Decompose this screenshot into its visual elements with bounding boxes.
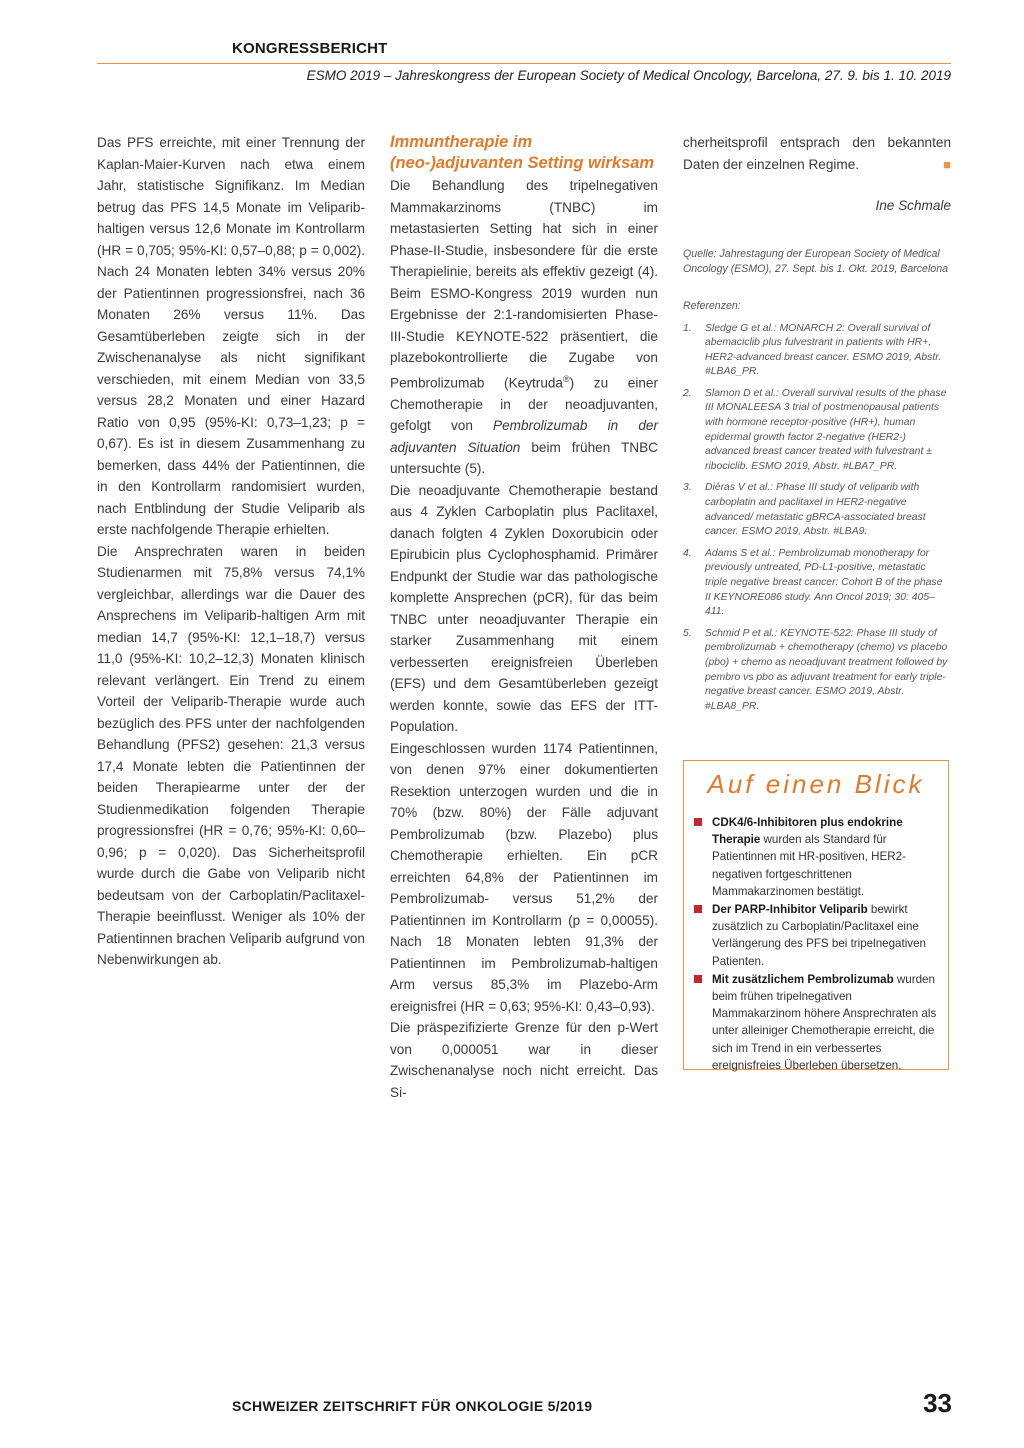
body-paragraph: Eingeschlossen wurden 1174 Patientinnen, von denen 97% einer dokumentierten Resektion unterzogen wurden und die in 70% (bzw. 80%) der Fälle adjuvant Pembrolizumab (bzw. Plazebo) plus Chemotherapie erhielten. Ein pCR erreichten 64,8% der Patientinnen im Pembrolizumab- versus 51,2% der Patientinnen im Kontrollarm (p = 0,00055). Nach 18 Monaten lebten 91,3% der Patientinnen im Pembrolizumab-haltigen Arm versus 85,3% im Plazebo-Arm ereignisfrei (HR = 0,63; 95%-KI: 0,43–0,93). bbox=[390, 740, 658, 1014]
summary-item: Mit zusätzlichem Pembrolizumab wurden beim frühen tripelnegativen Mammakarzinom höhere Ansprechraten als unter alleiniger Chemotherapie erreicht, die sich im Trend in ein verbessertes ereignisfreies Überleben übersetzen. bbox=[694, 971, 938, 1074]
references-list bbox=[683, 322, 951, 715]
summary-box bbox=[683, 760, 949, 1070]
body-paragraph: Das PFS erreichte, mit einer Trennung der Kaplan-Maier-Kurven nach etwa einem Jahr, statistische Signifikanz. Im Median betrug das PFS 14,5 Monate im Veliparib-haltigen versus 12,6 Monate im Kontrollarm (HR = 0,705; 95%-KI: 0,57–0,88; p = 0,002). Nach 24 Monaten lebten 34% versus 20% der Patientinnen progressionsfrei, nach 36 Monaten 26% versus 11%. Das Gesamtüberleben zeigte sich in der Zwischenanalyse als nicht signifikant verschieden, mit einem Median von 33,5 versus 28,2 Monaten und einer Hazard Ratio von 0,95 (95%-KI: 0,73–1,23; p = 0,67). Es ist in diesem Zusammenhang zu bemerken, dass 44% der Patientinnen, die in den Kontrollarm randomisiert wurden, nach Entblindung der Studie Veliparib als erste nachfolgende Therapie erhielten. bbox=[97, 135, 365, 537]
square-bullet-icon bbox=[694, 818, 702, 826]
body-paragraph: Die präspezifizierte Grenze für den p-Wert von 0,000051 war in dieser Zwischenanalyse noch nicht erreicht. Das Si- bbox=[390, 1020, 658, 1100]
summary-item: Der PARP-Inhibitor Veliparib bewirkt zusätzlich zu Carboplatin/Paclitaxel eine Verlängerung des PFS bei tripelnegativen Patienten. bbox=[694, 901, 938, 970]
footer-journal: SCHWEIZER ZEITSCHRIFT FÜR ONKOLOGIE 5/2019 bbox=[232, 1398, 593, 1414]
summary-list bbox=[694, 814, 938, 1074]
references-title: Referenzen: bbox=[683, 299, 741, 312]
column-1 bbox=[97, 132, 365, 971]
summary-box-title: Auf einen Blick bbox=[707, 769, 925, 799]
reference-item: 3. Diéras V et al.: Phase III study of veliparib with carboplatin and paclitaxel in HER2-negative advanced/ metastatic gBRCA-associated breast cancer. ESMO 2019, Abstr. #LBA9. bbox=[683, 482, 926, 538]
body-paragraph: cherheitsprofil entsprach den bekannten Daten der einzelnen Regime. ■ bbox=[683, 132, 951, 175]
column-2 bbox=[390, 132, 658, 1103]
reference-item: 1. Sledge G et al.: MONARCH 2: Overall survival of abemaciclib plus fulvestrant in patients with HR+, HER2-advanced breast cancer. ESMO 2019, Abstr. #LBA6_PR. bbox=[683, 322, 942, 378]
end-mark-icon: ■ bbox=[943, 156, 951, 172]
source-note: Quelle: Jahrestagung der European Society of Medical Oncology (ESMO), 27. Sept. bis 1. Okt. 2019, Barcelona bbox=[683, 247, 948, 275]
summary-item: CDK4/6-Inhibitoren plus endokrine Therapie wurden als Standard für Patientinnen mit HR-positiven, HER2-negativen fortgeschrittenen Mammakarzinomen bestätigt. bbox=[694, 814, 938, 900]
body-paragraph: Die neoadjuvante Chemotherapie bestand aus 4 Zyklen Carboplatin plus Paclitaxel, danach folgten 4 Zyklen Doxorubicin oder Epirubicin plus Cyclophosphamid. Primärer Endpunkt der Studie war das pathologische komplette Ansprechen (pCR), für das beim TNBC unter neoadjuvanter Therapie ein starker Zusammenhang mit einem verbesserten ereignisfreien Überleben (EFS) und dem Gesamtüberleben gezeigt werden konnte, sowie das EFS der ITT-Population. bbox=[390, 482, 658, 735]
square-bullet-icon bbox=[694, 905, 702, 913]
square-bullet-icon bbox=[694, 975, 702, 983]
reference-item: 4. Adams S et al.: Pembrolizumab monotherapy for previously untreated, PD-L1-positive, metastatic triple negative breast cancer: Cohort B of the phase II KEYNORE086 study. Ann Oncol 2019; 30: 405–411. bbox=[683, 547, 943, 618]
header-section-title: KONGRESSBERICHT bbox=[232, 40, 388, 57]
reference-item: 2. Slamon D et al.: Overall survival results of the phase III MONALEESA 3 trial of postmenopausal patients with hormone receptor-positive (HR+), human epidermal growth factor 2-negative (HER2-) advanced breast cancer treated with fulvestrant ± ribociclib. ESMO 2019, Abstr. #LBA7_PR. bbox=[683, 387, 947, 472]
reference-item: 5. Schmid P et al.: KEYNOTE-522: Phase III study of pembrolizumab + chemotherapy (chemo) vs placebo (pbo) + chemo as neoadjuvant treatment followed by pembro vs pbo as adjuvant treatment for early triple-negative breast cancer. ESMO 2019, Abstr. #LBA8_PR. bbox=[683, 627, 948, 712]
page-number: 33 bbox=[923, 1388, 952, 1418]
column-3 bbox=[683, 132, 951, 721]
header-subtitle: ESMO 2019 – Jahreskongress der European Society of Medical Oncology, Barcelona, 27. 9. bis 1. 10. 2019 bbox=[306, 68, 951, 83]
section-heading: Immuntherapie im (neo-)adjuvanten Setting wirksam bbox=[390, 133, 655, 172]
author-name: Ine Schmale bbox=[875, 198, 951, 213]
header-rule bbox=[97, 63, 951, 64]
body-paragraph: Die Ansprechraten waren in beiden Studienarmen mit 75,8% versus 74,1% vergleichbar, allerdings war die Dauer des Ansprechens im Veliparib-haltigen Arm mit median 14,7 (95%-KI: 12,1–18,7) versus 11,0 (95%-KI: 10,2–12,3) Monaten klinisch relevant verlängert. Ein Trend zu einem Vorteil der Veliparib-Therapie wurde auch bezüglich des PFS unter der nachfolgenden Behandlung (PFS2) gesehen: 21,3 versus 17,4 Monate lebten die Patientinnen der beiden Therapiearme unter der der Studienmedikation folgenden Therapie progressionsfrei (HR = 0,76; 95%-KI: 0,60–0,96; p = 0,020). Das Sicherheitsprofil wurde durch die Gabe von Veliparib nicht bedeutsam von der Carboplatin/Paclitaxel-Therapie beeinflusst. Weniger als 10% der Patientinnen brachen Veliparib aufgrund von Nebenwirkungen ab. bbox=[97, 543, 365, 967]
body-paragraph: Die Behandlung des tripelnegativen Mammakarzinoms (TNBC) im metastasierten Setting hat sich in einer Phase-II-Studie, insbesondere für die erste Therapielinie, bereits als effektiv gezeigt (4). Beim ESMO-Kongress 2019 wurden nun Ergebnisse der 2:1-randomisierten Phase-III-Studie KEYNOTE-522 präsentiert, die plazebokontrollierte die Zugabe von Pembrolizumab (Keytruda®) zu einer Chemotherapie in der neoadjuvanten, gefolgt von Pembrolizumab in der adjuvanten Situation beim frühen TNBC untersuchte (5). bbox=[390, 178, 658, 477]
